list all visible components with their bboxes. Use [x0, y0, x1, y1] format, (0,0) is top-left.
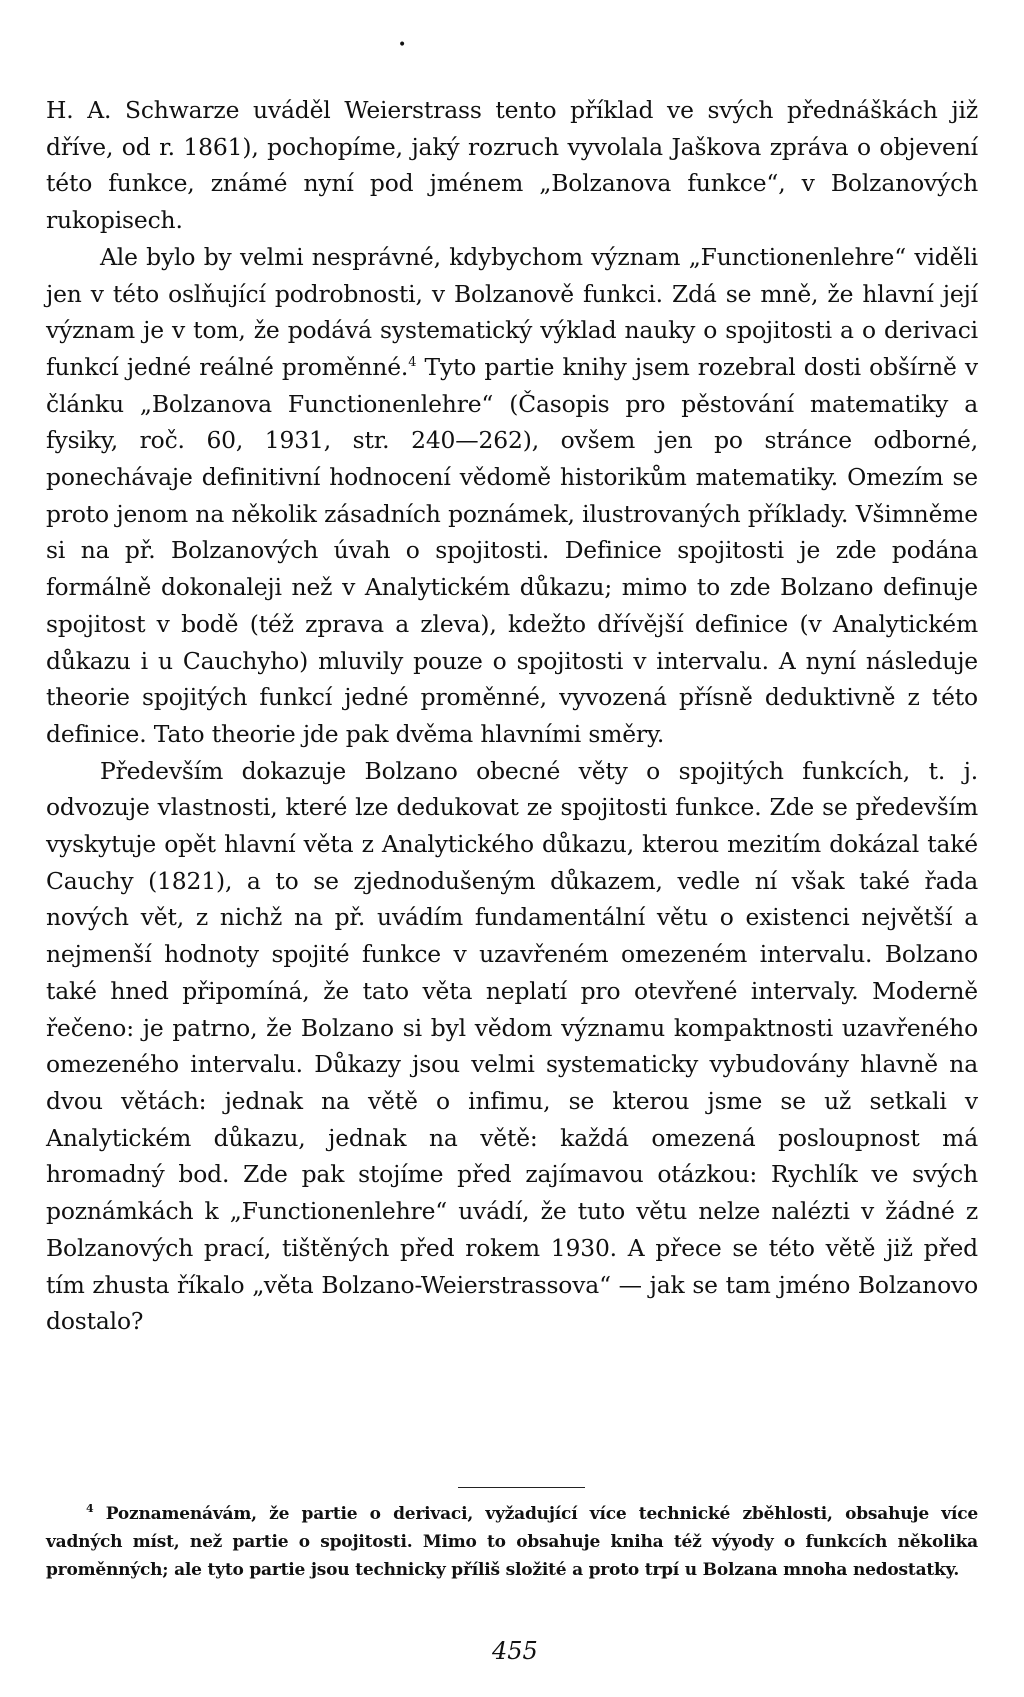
footnote-text: Poznamenávám, že partie o derivaci, vyžadující více technické zběhlosti, obsahuje více vadných míst, než partie o spojitosti. Mimo to obsahuje kniha též výyody o funkcích několika proměnných; ale tyto partie jsou technicky příliš složité a proto trpí u Bolzana mnoha nedostatky.	[46, 1504, 978, 1580]
footnote	[46, 1500, 978, 1584]
paragraph-2-text-after: Tyto partie knihy jsem rozebral dosti obšírně v článku „Bolzanova Functionenlehre“ (Časopis pro pěstování matematiky a fysiky, roč. 60, 1931, str. 240—262), ovšem jen po stránce odborné, ponechávaje definitivní hodnocení vědomě historikům matematiky. Omezím se proto jenom na několik zásadních poznámek, ilustrovaných příklady. Všimněme si na př. Bolzanových úvah o spojitosti. Definice spojitosti je zde podána formálně dokonaleji než v Analytickém důkazu; mimo to zde Bolzano definuje spojitost v bodě (též zprava a zleva), kdežto dřívější definice (v Analytickém důkazu i u Cauchyho) mluvily pouze o spojitosti v intervalu. A nyní následuje theorie spojitých funkcí jedné proměnné, vyvozená přísně deduktivně z této definice. Tato theorie jde pak dvěma hlavními směry.	[46, 352, 978, 748]
top-dot-mark: •	[398, 37, 407, 53]
paragraph-2	[46, 239, 978, 753]
footnote-marker: 4	[86, 1502, 94, 1515]
footnote-reference[interactable]: 4	[408, 354, 417, 370]
body-text	[46, 92, 978, 1340]
paragraph-3: Především dokazuje Bolzano obecné věty o spojitých funkcích, t. j. odvozuje vlastnosti, které lze dedukovat ze spojitosti funkce. Zde se především vyskytuje opět hlavní věta z Analytického důkazu, kterou mezitím dokázal také Cauchy (1821), a to se zjednodušeným důkazem, vedle ní však také řada nových vět, z nichž na př. uvádím fundamentální větu o existenci největší a nejmenší hodnoty spojité funkce v uzavřeném omezeném intervalu. Bolzano také hned připomíná, že tato věta neplatí pro otevřené intervaly. Moderně řečeno: je patrno, že Bolzano si byl vědom významu kompaktnosti uzavřeného omezeného intervalu. Důkazy jsou velmi systematicky vybudovány hlavně na dvou větách: jednak na větě o infimu, se kterou jsme se už setkali v Analytickém důkazu, jednak na větě: každá omezená posloupnost má hromadný bod. Zde pak stojíme před zajímavou otázkou: Rychlík ve svých poznámkách k „Functionenlehre“ uvádí, že tuto větu nelze nalézti v žádné z Bolzanových prací, tištěných před rokem 1930. A přece se této větě již před tím zhusta říkalo „věta Bolzano-Weierstrassova“ — jak se tam jméno Bolzanovo dostalo?	[46, 756, 978, 1336]
book-page	[46, 0, 978, 1697]
footnote-divider	[458, 1487, 585, 1488]
page-number: 455	[492, 1637, 538, 1665]
paragraph-2-text-before: Ale bylo by velmi nesprávné, kdybychom význam „Functionenlehre“ viděli jen v této oslňující podrobnosti, v Bolzanově funkci. Zdá se mně, že hlavní její význam je v tom, že podává systematický výklad nauky o spojitosti a o derivaci funkcí jedné reálné proměnné.	[46, 242, 978, 381]
paragraph-1: H. A. Schwarze uváděl Weierstrass tento příklad ve svých přednáškách již dříve, od r. 1861), pochopíme, jaký rozruch vyvolala Jaškova zpráva o objevení této funkce, známé nyní pod jménem „Bolzanova funkce“, v Bolzanových rukopisech.	[46, 96, 978, 235]
